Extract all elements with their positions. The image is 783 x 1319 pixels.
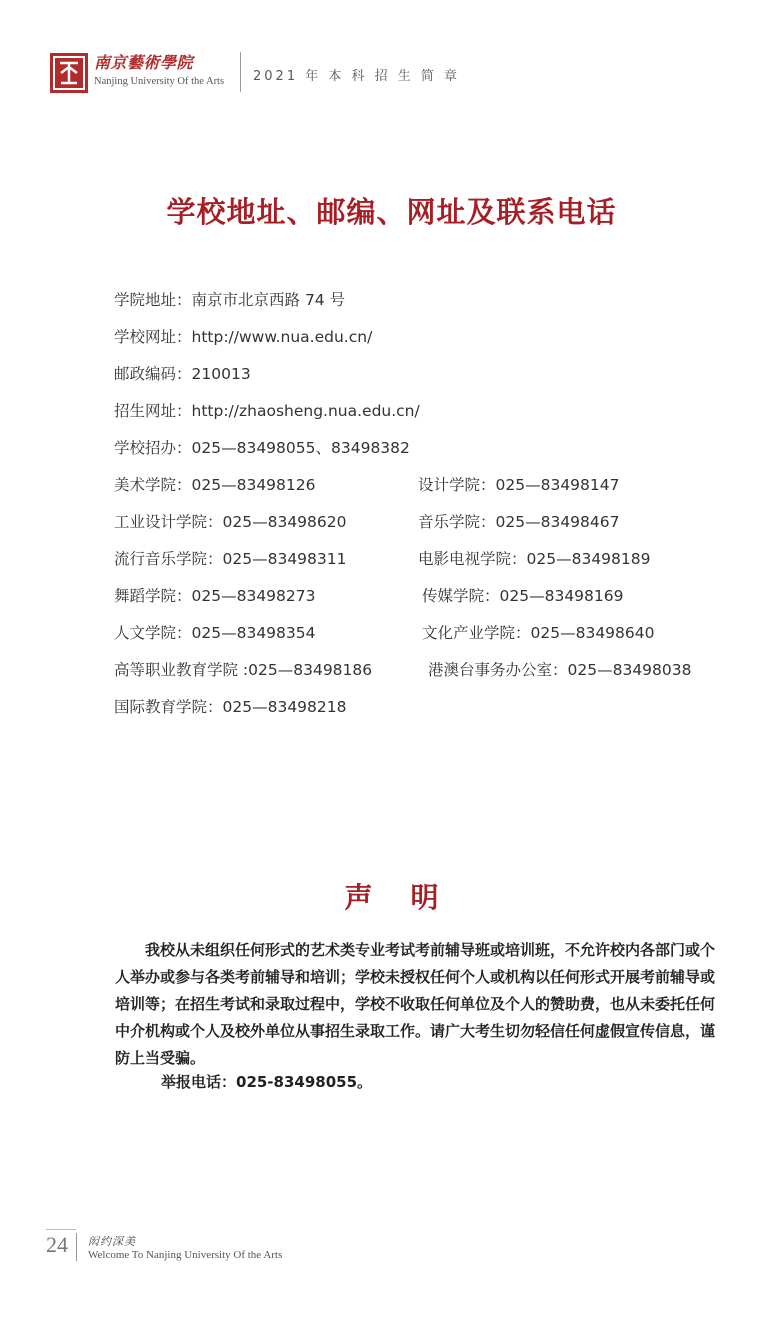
dept-label: 高等职业教育学院 : [114, 661, 249, 679]
dept-label: 舞蹈学院： [114, 587, 192, 605]
dept-media [422, 584, 624, 606]
dept-phone: 025—83498273 [191, 587, 316, 605]
page-number: 24 [46, 1232, 68, 1257]
dept-label: 工业设计学院： [114, 513, 223, 531]
dept-music [418, 510, 620, 532]
dept-phone: 025—83498126 [191, 476, 316, 494]
report-hotline: 举报电话：025-83498055。 [161, 1073, 373, 1091]
statement-paragraph: 我校从未组织任何形式的艺术类专业考试考前辅导班或培训班，不允许校内各部门或个人举办或参与各类考前辅导和培训；学校未授权任何个人或机构以任何形式开展考前辅导或培训等；在招生考试和录取过程中，学校不收取任何单位及个人的赞助费，也从未委托任何中介机构或个人及校外单位从事招生录取工作。请广大考生切勿轻信任何虚假宣传信息，谨防上当受骗。 [115, 941, 716, 1067]
footer-rule [46, 1229, 76, 1230]
dept-hk-macao-taiwan-office [428, 658, 692, 680]
contact-value[interactable]: http://zhaosheng.nua.edu.cn/ [191, 402, 420, 420]
dept-phone: 025—83498038 [567, 661, 692, 679]
dept-label: 人文学院： [114, 624, 192, 642]
contact-label: 学校招办： [114, 439, 192, 457]
dept-label: 美术学院： [114, 476, 192, 494]
dept-label: 电影电视学院： [418, 550, 527, 568]
contact-label: 招生网址： [114, 402, 192, 420]
dept-phone: 025—83498147 [495, 476, 620, 494]
footer-welcome: Welcome To Nanjing University Of the Arts [88, 1249, 283, 1261]
dept-label: 文化产业学院： [422, 624, 531, 642]
university-seal-logo [50, 53, 88, 93]
statement-title: 声明 [344, 881, 477, 914]
dept-industrial-design [114, 510, 347, 532]
contact-row-address [114, 288, 345, 310]
contact-row-admission-office [114, 436, 410, 458]
dept-phone: 025—83498186 [248, 661, 373, 679]
dept-label: 流行音乐学院： [114, 550, 223, 568]
contact-value: 025—83498055、83498382 [191, 439, 410, 457]
dept-phone: 025—83498640 [530, 624, 655, 642]
page-header [50, 50, 750, 100]
contact-row-postcode [114, 362, 251, 384]
dept-phone: 025—83498467 [495, 513, 620, 531]
contact-row-admission-site [114, 399, 420, 421]
dept-phone: 025—83498620 [222, 513, 347, 531]
dept-fine-arts [114, 473, 316, 495]
section-title: 学校地址、邮编、网址及联系电话 [166, 195, 617, 229]
dept-cultural-industry [422, 621, 655, 643]
dept-international-education [114, 695, 347, 717]
dept-film-tv [418, 547, 651, 569]
contact-row-website [114, 325, 372, 347]
dept-phone: 025—83498354 [191, 624, 316, 642]
footer-motto: 闳约深美 [88, 1235, 136, 1248]
header-divider [240, 52, 241, 92]
dept-label: 设计学院： [418, 476, 496, 494]
university-name-cn: 南京藝術學院 [94, 53, 194, 72]
dept-label: 音乐学院： [418, 513, 496, 531]
contact-label: 学院地址： [114, 291, 192, 309]
contact-value: 南京市北京西路 74 号 [191, 291, 346, 309]
dept-phone: 025—83498189 [526, 550, 651, 568]
dept-label: 传媒学院： [422, 587, 500, 605]
dept-phone: 025—83498311 [222, 550, 347, 568]
university-name-en: Nanjing University Of the Arts [94, 76, 225, 87]
footer-divider [76, 1233, 77, 1261]
dept-label: 港澳台事务办公室： [428, 661, 568, 679]
dept-pop-music [114, 547, 347, 569]
dept-humanities [114, 621, 316, 643]
contact-value: 210013 [191, 365, 251, 383]
contact-label: 邮政编码： [114, 365, 192, 383]
brochure-title: 2021 年 本 科 招 生 简 章 [253, 69, 461, 84]
dept-label: 国际教育学院： [114, 698, 223, 716]
dept-dance [114, 584, 316, 606]
statement-body [115, 937, 715, 1072]
dept-vocational-education [114, 658, 372, 680]
dept-design [418, 473, 620, 495]
contact-label: 学校网址： [114, 328, 192, 346]
dept-phone: 025—83498169 [499, 587, 624, 605]
contact-value[interactable]: http://www.nua.edu.cn/ [191, 328, 373, 346]
dept-phone: 025—83498218 [222, 698, 347, 716]
